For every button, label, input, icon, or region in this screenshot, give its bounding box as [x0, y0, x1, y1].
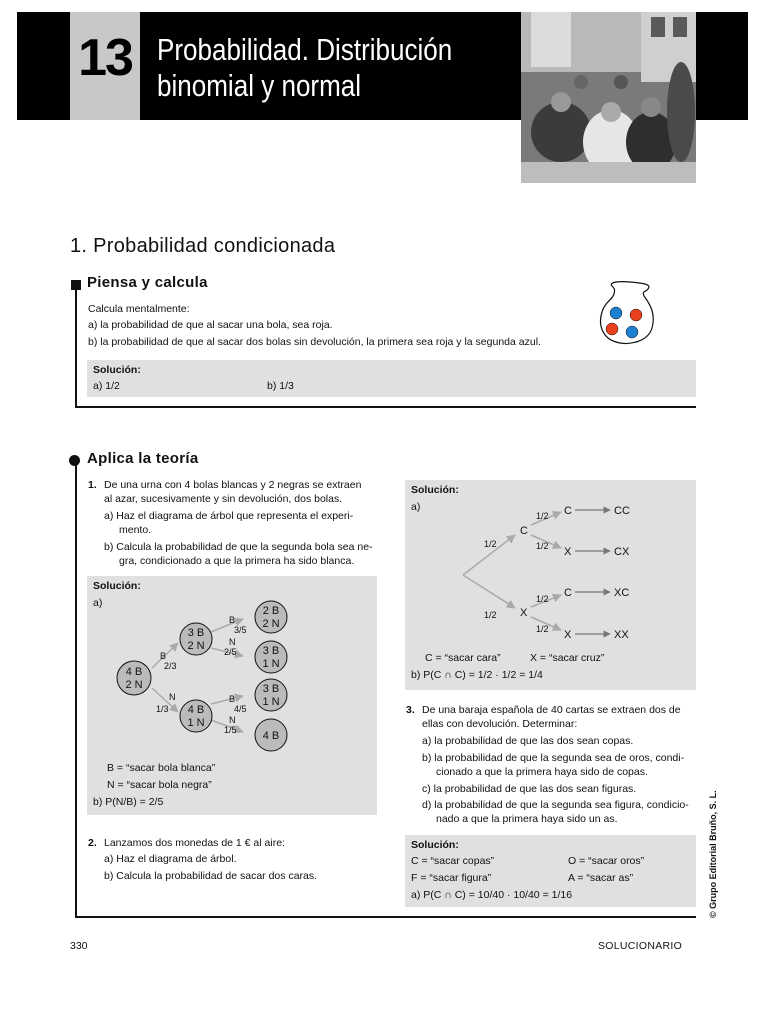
tree-node-root-line2: 2 N	[125, 679, 143, 691]
tree-node-l3-line2: 1 N	[262, 696, 280, 708]
branch-label-b: B	[160, 651, 167, 661]
branch-prob: 1/5	[224, 725, 237, 735]
piensa-heading: Piensa y calcula	[87, 274, 208, 291]
branch-prob: 1/3	[156, 704, 169, 714]
footer-label: SOLUCIONARIO	[598, 940, 683, 952]
section-title: 1. Probabilidad condicionada	[70, 235, 336, 257]
exercise-1-answer: b) P(N/B) = 2/5	[93, 796, 164, 808]
branch-label-b: B	[229, 615, 236, 625]
exercise-2-item-a: a) Haz el diagrama de árbol.	[104, 853, 237, 865]
exercise-2-solution-a-label: a)	[411, 501, 421, 513]
piensa-item-a: a) la probabilidad de que al sacar una bola, sea roja.	[88, 319, 333, 331]
outcome-cx: CX	[614, 546, 630, 558]
piensa-solution-box	[87, 360, 696, 397]
exercise-3-line2: ellas con devolución. Determinar:	[422, 718, 578, 730]
exercise-1-item-a2: mento.	[119, 524, 152, 536]
tree-node-n2-line2: 1 N	[187, 717, 205, 729]
blue-ball	[626, 326, 638, 338]
piensa-solution-b: b) 1/3	[267, 380, 294, 392]
branch-prob: 1/2	[536, 594, 549, 604]
exercise-1-line1: De una urna con 4 bolas blancas y 2 negras se extraen	[104, 479, 362, 491]
tree-branch	[463, 575, 515, 608]
exercise-1-line2: al azar, sucesivamente y sin devolución, dos bolas.	[104, 493, 343, 505]
branch-label-n: N	[229, 715, 236, 725]
tree-node-c: C	[520, 525, 528, 537]
branch-label-n: N	[229, 637, 236, 647]
exercise-2-answer: b) P(C ∩ C) = 1/2 · 1/2 = 1/4	[411, 669, 543, 681]
legend-x: X = “sacar cruz”	[530, 652, 605, 664]
exercise-2-line1: Lanzamos dos monedas de 1 € al aire:	[104, 837, 285, 849]
outcome-xc: XC	[614, 587, 630, 599]
branch-label-n: N	[169, 692, 176, 702]
exercise-3-line1: De una baraja española de 40 cartas se extraen dos de	[422, 704, 681, 716]
aplica-left-rule	[75, 462, 77, 918]
definition-c: C = “sacar copas”	[411, 855, 495, 867]
branch-label-b: B	[229, 694, 236, 704]
branch-prob: 1/2	[536, 624, 549, 634]
exercise-2-solution-label: Solución:	[411, 484, 459, 496]
exercise-1-solution-box	[87, 576, 377, 815]
tree-node-c: C	[564, 505, 572, 517]
piensa-intro: Calcula mentalmente:	[88, 303, 190, 315]
piensa-bottom-rule	[75, 406, 696, 408]
chapter-title-line2: binomial y normal	[157, 68, 362, 103]
exercise-3-item-c: c) la probabilidad de que las dos sean figuras.	[422, 783, 637, 795]
chapter-title-line1: Probabilidad. Distribución	[157, 32, 453, 67]
legend-n: N = “sacar bola negra”	[107, 779, 212, 791]
tree-node-x: X	[564, 546, 572, 558]
copyright-notice: © Grupo Editorial Bruño, S. L.	[708, 790, 718, 918]
definition-f: F = “sacar figura”	[411, 872, 492, 884]
piensa-solution-label: Solución:	[93, 364, 141, 376]
legend-b: B = “sacar bola blanca”	[107, 762, 216, 774]
branch-prob: 3/5	[234, 625, 247, 635]
exercise-3-item-d2: nado a que la primera haya sido un as.	[436, 813, 618, 825]
branch-prob: 1/2	[536, 541, 549, 551]
outcome-cc: CC	[614, 505, 630, 517]
exercise-3-item-d1: d) la probabilidad de que la segunda sea figura, condicio-	[422, 799, 689, 811]
tree-node-root-line1: 4 B	[125, 666, 143, 678]
exercise-3-item-b1: b) la probabilidad de que la segunda sea de oros, condi-	[422, 752, 685, 764]
piensa-solution-a: a) 1/2	[93, 380, 120, 392]
red-ball	[630, 309, 642, 321]
page-number: 330	[70, 940, 88, 952]
tree-node-c: C	[564, 587, 572, 599]
tree-node-n1-line2: 2 N	[187, 640, 205, 652]
aplica-heading: Aplica la teoría	[87, 450, 199, 467]
branch-prob: 4/5	[234, 704, 247, 714]
tree-node-l1-line1: 2 B	[262, 605, 280, 617]
exercise-3-item-b2: cionado a que la primera haya sido de copas.	[436, 766, 648, 778]
exercise-2-number: 2.	[88, 837, 97, 849]
tree-node-x: X	[564, 629, 572, 641]
exercise-1-item-a1: a) Haz el diagrama de árbol que representa el experi-	[104, 510, 354, 522]
exercise-1-item-b1: b) Calcula la probabilidad de que la segunda bola sea ne-	[104, 541, 373, 553]
exercise-2-item-b: b) Calcula la probabilidad de sacar dos caras.	[104, 870, 318, 882]
tree-node-l2-line2: 1 N	[262, 658, 280, 670]
jar-with-balls-icon	[598, 280, 658, 348]
tree-node-l2-line1: 3 B	[262, 645, 280, 657]
tree-node-l3-line1: 3 B	[262, 683, 280, 695]
branch-prob: 1/2	[484, 610, 497, 620]
tree-branch	[211, 696, 243, 704]
legend-c: C = “sacar cara”	[425, 652, 501, 664]
tree-node-n1-line1: 3 B	[187, 627, 205, 639]
chapter-title	[157, 32, 459, 104]
exercise-3-answer: a) P(C ∩ C) = 10/40 · 10/40 = 1/16	[411, 889, 573, 901]
red-ball	[606, 323, 618, 335]
exercise-3-number: 3.	[406, 704, 415, 716]
tree-node-l4-label: 4 B	[262, 730, 280, 742]
definition-o: O = “sacar oros”	[568, 855, 645, 867]
outcome-xx: XX	[614, 629, 629, 641]
chapter-number: 13	[78, 29, 132, 87]
tree-node-n2-line1: 4 B	[187, 704, 205, 716]
aplica-bottom-rule	[75, 916, 696, 918]
exercise-1-solution-a-label: a)	[93, 597, 103, 609]
exercise-3-item-a: a) la probabilidad de que las dos sean copas.	[422, 735, 634, 747]
tree-node-l1-line2: 2 N	[262, 618, 280, 630]
branch-prob: 1/2	[536, 511, 549, 521]
chapter-photo	[521, 12, 696, 183]
definition-a: A = “sacar as”	[568, 872, 634, 884]
exercise-3-solution-box	[405, 835, 696, 907]
exercise-1-solution-label: Solución:	[93, 580, 141, 592]
exercise-1-item-b2: gra, condicionado a que la primera ha sido blanca.	[119, 555, 355, 567]
branch-prob: 1/2	[484, 539, 497, 549]
blue-ball	[610, 307, 622, 319]
exercise-1-number: 1.	[88, 479, 97, 491]
exercise-2-solution-box	[405, 480, 696, 690]
exercise-3-solution-label: Solución:	[411, 839, 459, 851]
piensa-item-b: b) la probabilidad de que al sacar dos bolas sin devolución, la primera sea roja y la segunda azul.	[88, 336, 541, 348]
square-bullet-icon	[71, 280, 81, 290]
branch-prob: 2/3	[164, 661, 177, 671]
piensa-left-rule	[75, 290, 77, 408]
branch-prob: 2/5	[224, 647, 237, 657]
tree-node-x: X	[520, 607, 528, 619]
